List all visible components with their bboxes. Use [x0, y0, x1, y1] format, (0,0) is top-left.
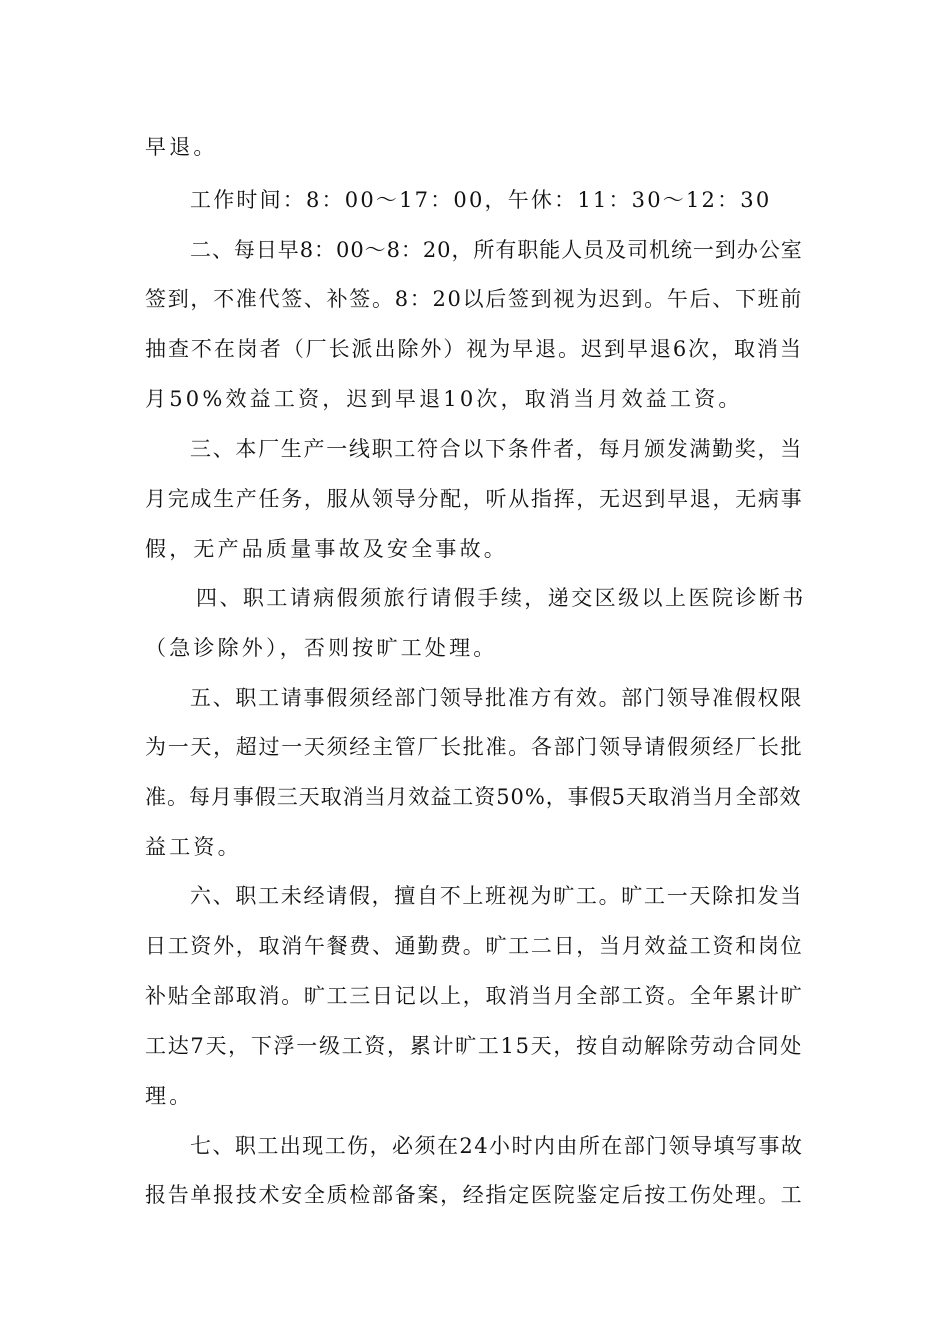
text-line: 四、职工请病假须旅行请假手续，递交区级以上医院诊断书: [196, 586, 806, 610]
text-line: 日工资外，取消午餐费、通勤费。旷工二日，当月效益工资和岗位: [145, 934, 804, 958]
text-line: 工达7天，下浮一级工资，累计旷工15天，按自动解除劳动合同处: [145, 1034, 804, 1058]
text-line: 月50%效益工资，迟到早退10次，取消当月效益工资。: [145, 387, 743, 411]
text-line: 益工资。: [145, 835, 242, 859]
text-line: 补贴全部取消。旷工三日记以上，取消当月全部工资。全年累计旷: [145, 984, 804, 1008]
text-line: 签到，不准代签、补签。8：20以后签到视为迟到。午后、下班前: [145, 287, 804, 311]
text-line: 三、本厂生产一线职工符合以下条件者，每月颁发满勤奖，当: [190, 437, 803, 461]
text-line: 假，无产品质量事故及安全事故。: [145, 537, 508, 561]
text-line: 抽查不在岗者（厂长派出除外）视为早退。迟到早退6次，取消当: [145, 337, 803, 361]
text-line: 七、职工出现工伤，必须在24小时内由所在部门领导填写事故: [190, 1134, 804, 1158]
text-line: 六、职工未经请假，擅自不上班视为旷工。旷工一天除扣发当: [190, 884, 803, 908]
text-line: 早退。: [145, 135, 218, 159]
text-line: 报告单报技术安全质检部备案，经指定医院鉴定后按工伤处理。工: [145, 1183, 804, 1207]
text-line: 工作时间：8：00～17：00，午休：11：30～12：30: [190, 188, 772, 212]
text-line: （急诊除外），否则按旷工处理。: [145, 636, 498, 660]
text-line: 准。每月事假三天取消当月效益工资50%，事假5天取消当月全部效: [145, 785, 802, 809]
text-line: 月完成生产任务，服从领导分配，听从指挥，无迟到早退，无病事: [145, 487, 804, 511]
text-line: 五、职工请事假须经部门领导批准方有效。部门领导准假权限: [190, 686, 803, 710]
text-line: 理。: [145, 1084, 194, 1108]
text-line: 二、每日早8：00～8：20，所有职能人员及司机统一到办公室: [190, 238, 803, 262]
text-line: 为一天，超过一天须经主管厂长批准。各部门领导请假须经厂长批: [145, 735, 804, 759]
